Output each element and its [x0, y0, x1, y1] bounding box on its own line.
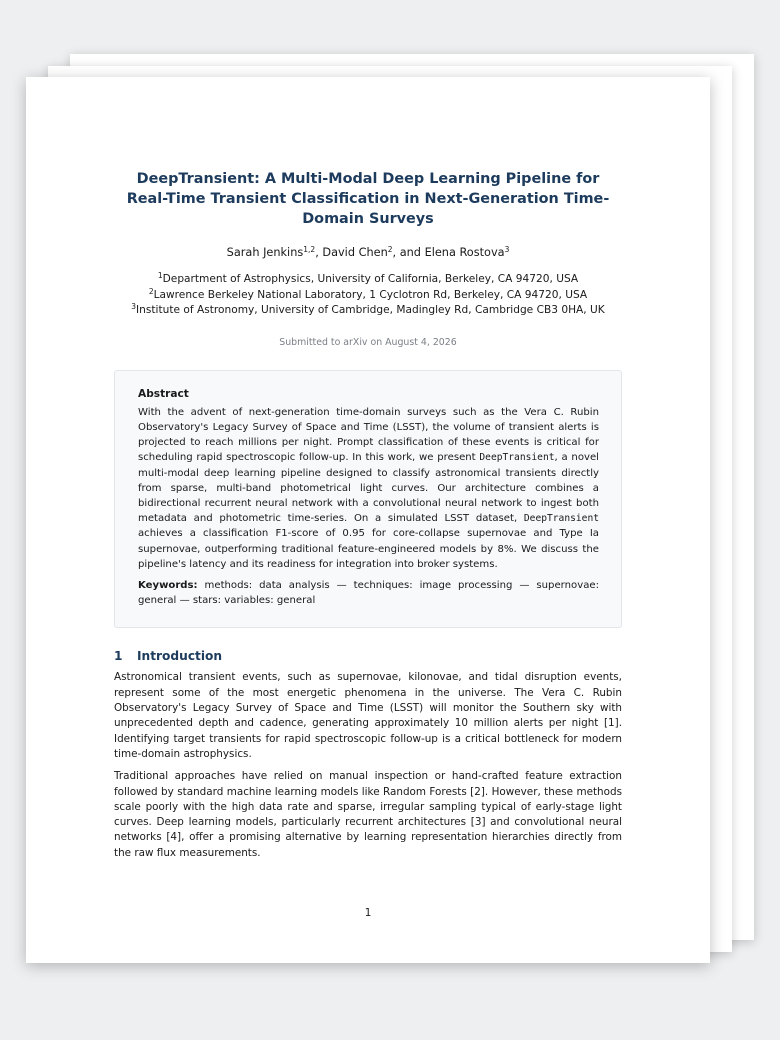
keywords-label: Keywords: [138, 580, 198, 592]
abstract-heading: Abstract [138, 387, 189, 400]
author-name: Sarah Jenkins [226, 246, 304, 259]
affiliation [114, 288, 622, 304]
affiliation [114, 303, 622, 319]
abstract-code-term: DeepTransient [479, 452, 555, 464]
abstract-text [138, 405, 599, 572]
submission-date: Submitted to arXiv on August 4, 2026 [279, 336, 457, 348]
paper-page [26, 77, 710, 963]
author-separator: , [315, 246, 323, 259]
affiliation-mark: 3 [131, 302, 137, 312]
affiliation [114, 272, 622, 288]
paper-title: DeepTransient: A Multi-Modal Deep Learning Pipeline for Real-Time Transient Classification in Next-Generation Time-Domain Surveys [126, 171, 610, 227]
author-name: Elena Rostova [424, 246, 505, 259]
abstract-box [114, 370, 622, 629]
abstract-text-part: , a novel multi-modal deep learning pipeline designed to classify astronomical transients directly from sparse, multi-band photometrical light curves. Our architecture combines a bidirectional recurrent neural network with a convolutional neural network to ingest both metadata and photometric time-series. On a simulated LSST dataset, [138, 452, 599, 525]
affiliation-text: Department of Astrophysics, University of California, Berkeley, CA 94720, USA [162, 273, 579, 285]
keywords-text: methods: data analysis — techniques: image processing — supernovae: general — stars: variables: general [138, 580, 599, 607]
affiliation-text: Lawrence Berkeley National Laboratory, 1 Cyclotron Rd, Berkeley, CA 94720, USA [153, 288, 588, 301]
body-paragraph: Traditional approaches have relied on manual inspection or hand-crafted feature extraction followed by standard machine learning models like Random Forests [2]. However, these methods scale poorly with the high data rate and sparse, irregular sampling typical of early-stage light curves. Deep learning models, particularly recurrent architectures [3] and convolutional neural networks [4], offer a promising alternative by learning representation hierarchies directly from the raw flux measurements. [114, 770, 622, 859]
author-affiliation-mark: 3 [504, 245, 510, 254]
author-affiliation-mark: 1,2 [303, 245, 316, 254]
keywords [138, 578, 599, 608]
author-affiliation-mark: 2 [387, 245, 393, 254]
affiliation-text: Institute of Astronomy, University of Cambridge, Madingley Rd, Cambridge CB3 0HA, UK [136, 304, 605, 317]
body-paragraph: Astronomical transient events, such as supernovae, kilonovae, and tidal disruption events, represent some of the most energetic phenomena in the universe. The Vera C. Rubin Observatory's Legacy Survey of Space and Time (LSST) will monitor the Southern sky with unprecedented depth and cadence, generating approximately 10 million alerts per night [1]. Identifying target transients for rapid spectroscopic follow-up is a critical bottleneck for modern time-domain astrophysics. [114, 671, 622, 760]
section-number: 1 [114, 649, 123, 664]
affiliation-list [114, 272, 622, 319]
section-title: Introduction [137, 649, 223, 664]
page-content [114, 169, 622, 868]
abstract-code-term: DeepTransient [523, 513, 599, 525]
author-list [114, 245, 622, 260]
abstract-text-part: With the advent of next-generation time-domain surveys such as the Vera C. Rubin Observatory's Legacy Survey of Space and Time (LSST), the volume of transient alerts is projected to reach millions per night. Prompt classification of these events is critical for scheduling rapid spectroscopic follow-up. In this work, we present [138, 406, 599, 464]
author-separator: , and [392, 246, 425, 259]
affiliation-mark: 1 [157, 271, 163, 280]
abstract-text-part: achieves a classification F1-score of 0.95 for core-collapse supernovae and Type Ia supernovae, outperforming traditional feature-engineered models by 8%. We discuss the pipeline's latency and its readiness for integration into broker systems. [138, 528, 599, 570]
author-name: David Chen [322, 246, 388, 259]
affiliation-mark: 2 [148, 286, 154, 296]
page-number: 1 [364, 907, 372, 919]
section-heading-introduction [114, 648, 622, 664]
